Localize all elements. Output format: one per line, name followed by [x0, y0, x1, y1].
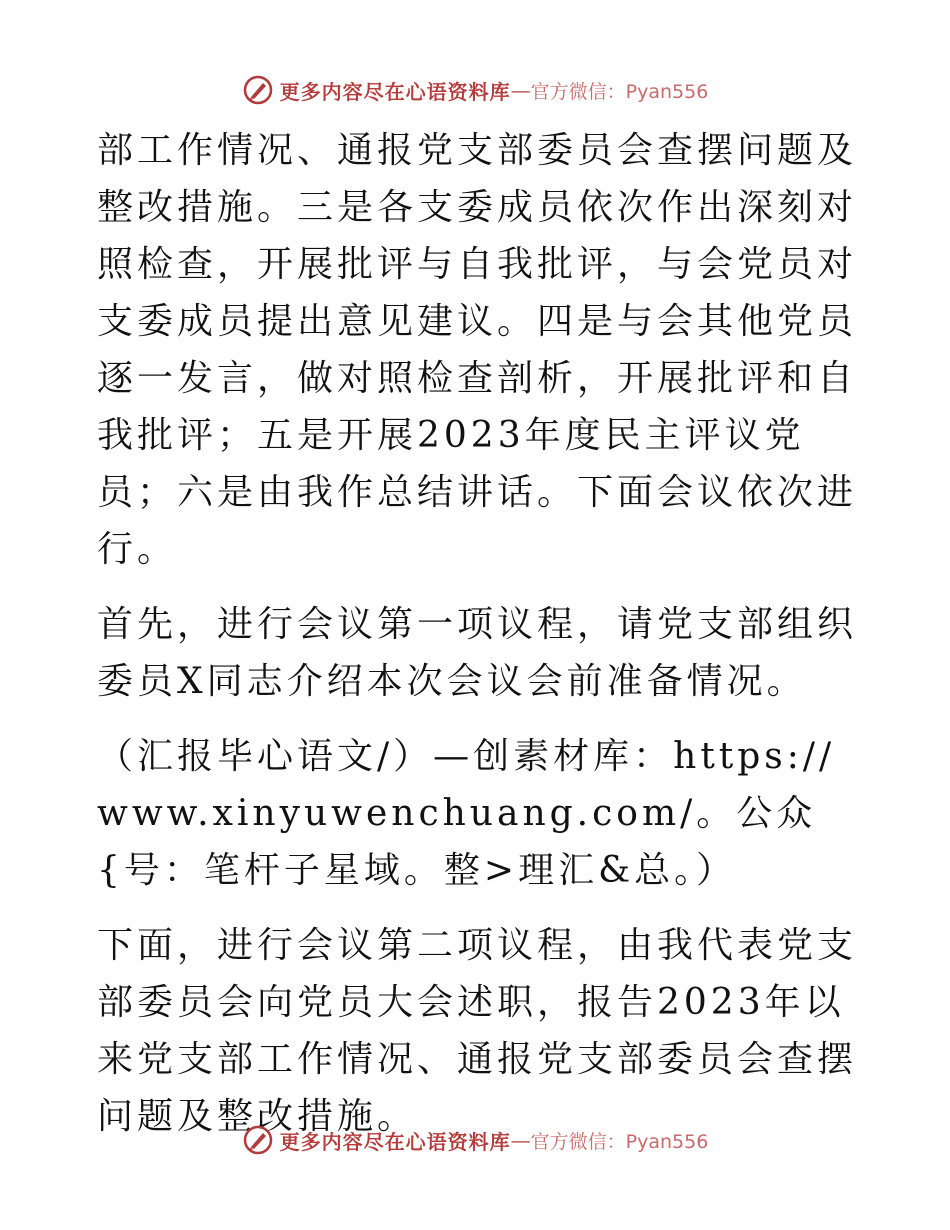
paragraph: 部工作情况、通报党支部委员会查摆问题及整改措施。三是各支委成员依次作出深刻对照检查，开展批评与自我批评，与会党员对支委成员提出意见建议。四是与会其他党员逐一发言，做对照检查剖析，开展批评和自我批评；五是开展2023年度民主评议党员；六是由我作总结讲话。下面会议依次进行。 — [97, 130, 858, 570]
paragraph: 首先，进行会议第一项议程，请党支部组织委员X同志介绍本次会议会前准备情况。 — [97, 604, 858, 702]
footer-watermark — [0, 1120, 950, 1160]
pen-logo-icon — [242, 74, 274, 106]
watermark-separator: — — [510, 78, 531, 102]
watermark-brand: 更多内容尽在心语资料库 — [279, 1129, 511, 1154]
document-body — [97, 122, 867, 1145]
watermark-wechat: 官方微信：Pyan556 — [530, 80, 709, 103]
paragraph: 下面，进行会议第二项议程，由我代表党支部委员会向党员大会述职，报告2023年以来党支部工作情况、通报党支部委员会查摆问题及整改措施。 — [97, 925, 858, 1137]
watermark-separator: — — [510, 1128, 531, 1152]
watermark-wechat: 官方微信：Pyan556 — [530, 1130, 709, 1153]
header-watermark — [0, 70, 950, 110]
paragraph: （汇报毕心语文/）—创素材库：https://www.xinyuwenchuang.com/。公众{号：笔杆子星域。整>理汇&总。） — [97, 736, 836, 891]
pen-logo-icon — [242, 1124, 274, 1156]
watermark-brand: 更多内容尽在心语资料库 — [279, 79, 511, 104]
